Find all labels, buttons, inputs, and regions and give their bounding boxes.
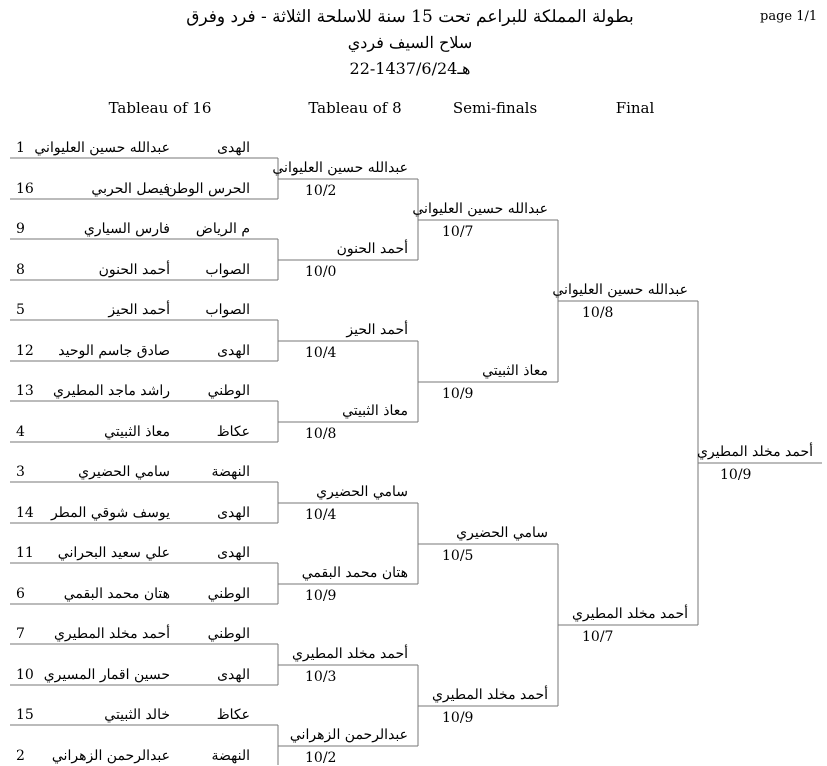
semifinal-fencer-name: معاذ الثبيتي: [482, 363, 548, 379]
fencer-name: فارس السياري: [83, 221, 170, 237]
page-label: page 1/1: [760, 9, 818, 24]
weapon-subtitle: سلاح السيف فردي: [347, 33, 473, 52]
fencer-club: م الرياض: [195, 221, 250, 237]
seed-number: 3: [16, 464, 25, 480]
fencer-name: معاذ الثبيتي: [104, 424, 170, 440]
seed-number: 7: [16, 626, 25, 642]
fencer-club: النهضة: [211, 748, 250, 764]
fencer-club: الهدى: [217, 140, 250, 156]
fencer-club: الهدى: [217, 667, 250, 683]
tableau8-fencer-name: أحمد الحيز: [346, 322, 408, 338]
fencer-name: أحمد الحنون: [98, 262, 170, 278]
fencer-name: صادق جاسم الوحيد: [58, 343, 170, 359]
fencer-club: الوطني: [207, 626, 250, 642]
tableau8-score: 10/9: [305, 588, 337, 604]
page-title: بطولة المملكة للبراعم تحت 15 سنة للاسلحة الثلاثة - فرد وفرق: [186, 7, 634, 27]
tableau8-fencer-name: أحمد الحنون: [336, 241, 408, 257]
fencer-club: الهدى: [217, 545, 250, 561]
tableau8-score: 10/2: [305, 750, 337, 766]
round-heading-final: Final: [615, 99, 655, 117]
fencer-club: الصواب: [205, 262, 250, 278]
seed-number: 14: [16, 505, 34, 521]
fencer-club: الهدى: [217, 343, 250, 359]
final-score: 10/7: [582, 629, 614, 645]
fencer-name: أحمد مخلد المطيري: [53, 626, 170, 642]
fencer-name: فيصل الحربي: [91, 181, 170, 197]
semifinal-score: 10/9: [442, 386, 474, 402]
seed-number: 4: [16, 424, 25, 440]
seed-number: 16: [16, 181, 34, 197]
fencer-name: أحمد الحيز: [108, 302, 170, 318]
seed-number: 10: [16, 667, 34, 683]
fencer-club: النهضة: [211, 464, 250, 480]
tableau8-fencer-name: معاذ الثبيتي: [342, 403, 408, 419]
fencer-name: خالد الثبيتي: [104, 707, 170, 723]
seed-number: 11: [16, 545, 34, 561]
final-score: 10/8: [582, 305, 614, 321]
tableau8-score: 10/3: [305, 669, 337, 685]
fencer-name: هتان محمد البقمي: [63, 586, 170, 602]
semifinal-score: 10/5: [442, 548, 474, 564]
fencer-name: حسين اقمار المسيري: [43, 667, 170, 683]
semifinal-fencer-name: سامي الحضيري: [456, 525, 548, 541]
fencer-club: الهدى: [217, 505, 250, 521]
seed-number: 12: [16, 343, 34, 359]
semifinal-fencer-name: عبدالله حسين العليواني: [412, 201, 548, 217]
seed-number: 6: [16, 586, 25, 602]
tableau8-score: 10/8: [305, 426, 337, 442]
fencer-club: عكاظ: [216, 707, 250, 723]
round-heading-tableau16: Tableau of 16: [108, 99, 212, 117]
fencer-club: الوطني: [207, 586, 250, 602]
seed-number: 1: [16, 140, 25, 156]
final-fencer-name: أحمد مخلد المطيري: [571, 606, 688, 622]
tableau8-score: 10/2: [305, 183, 337, 199]
winner-score: 10/9: [720, 467, 752, 483]
fencer-name: علي سعيد البحراني: [57, 545, 170, 561]
fencer-club: الصواب: [205, 302, 250, 318]
semifinal-score: 10/9: [442, 710, 474, 726]
tableau8-score: 10/4: [305, 507, 337, 523]
seed-number: 13: [16, 383, 34, 399]
seed-number: 2: [16, 748, 25, 764]
seed-number: 5: [16, 302, 25, 318]
seed-number: 9: [16, 221, 25, 237]
seed-number: 8: [16, 262, 25, 278]
semifinal-fencer-name: أحمد مخلد المطيري: [431, 687, 548, 703]
fencer-name: عبدالله حسين العليواني: [34, 140, 170, 156]
fencer-name: يوسف شوقي المطر: [50, 505, 170, 521]
semifinal-score: 10/7: [442, 224, 474, 240]
seed-number: 15: [16, 707, 34, 723]
tableau8-fencer-name: هتان محمد البقمي: [301, 565, 408, 581]
round-heading-semifinals: Semi-finals: [452, 99, 538, 117]
fencer-club: الحرس الوطن: [166, 181, 250, 197]
tableau8-fencer-name: سامي الحضيري: [316, 484, 408, 500]
winner-name: أحمد مخلد المطيري: [696, 444, 813, 460]
tableau8-fencer-name: عبدالله حسين العليواني: [272, 160, 408, 176]
tableau8-fencer-name: أحمد مخلد المطيري: [291, 646, 408, 662]
tableau8-score: 10/4: [305, 345, 337, 361]
final-fencer-name: عبدالله حسين العليواني: [552, 282, 688, 298]
tableau8-fencer-name: عبدالرحمن الزهراني: [289, 727, 408, 743]
fencer-name: راشد ماجد المطيري: [52, 383, 170, 399]
fencer-club: الوطني: [207, 383, 250, 399]
fencer-name: عبدالرحمن الزهراني: [51, 748, 170, 764]
event-date: 22-1437/6/24هـ: [349, 59, 471, 78]
round-heading-tableau8: Tableau of 8: [308, 99, 402, 117]
tableau8-score: 10/0: [305, 264, 337, 280]
fencer-name: سامي الحضيري: [78, 464, 170, 480]
fencer-club: عكاظ: [216, 424, 250, 440]
